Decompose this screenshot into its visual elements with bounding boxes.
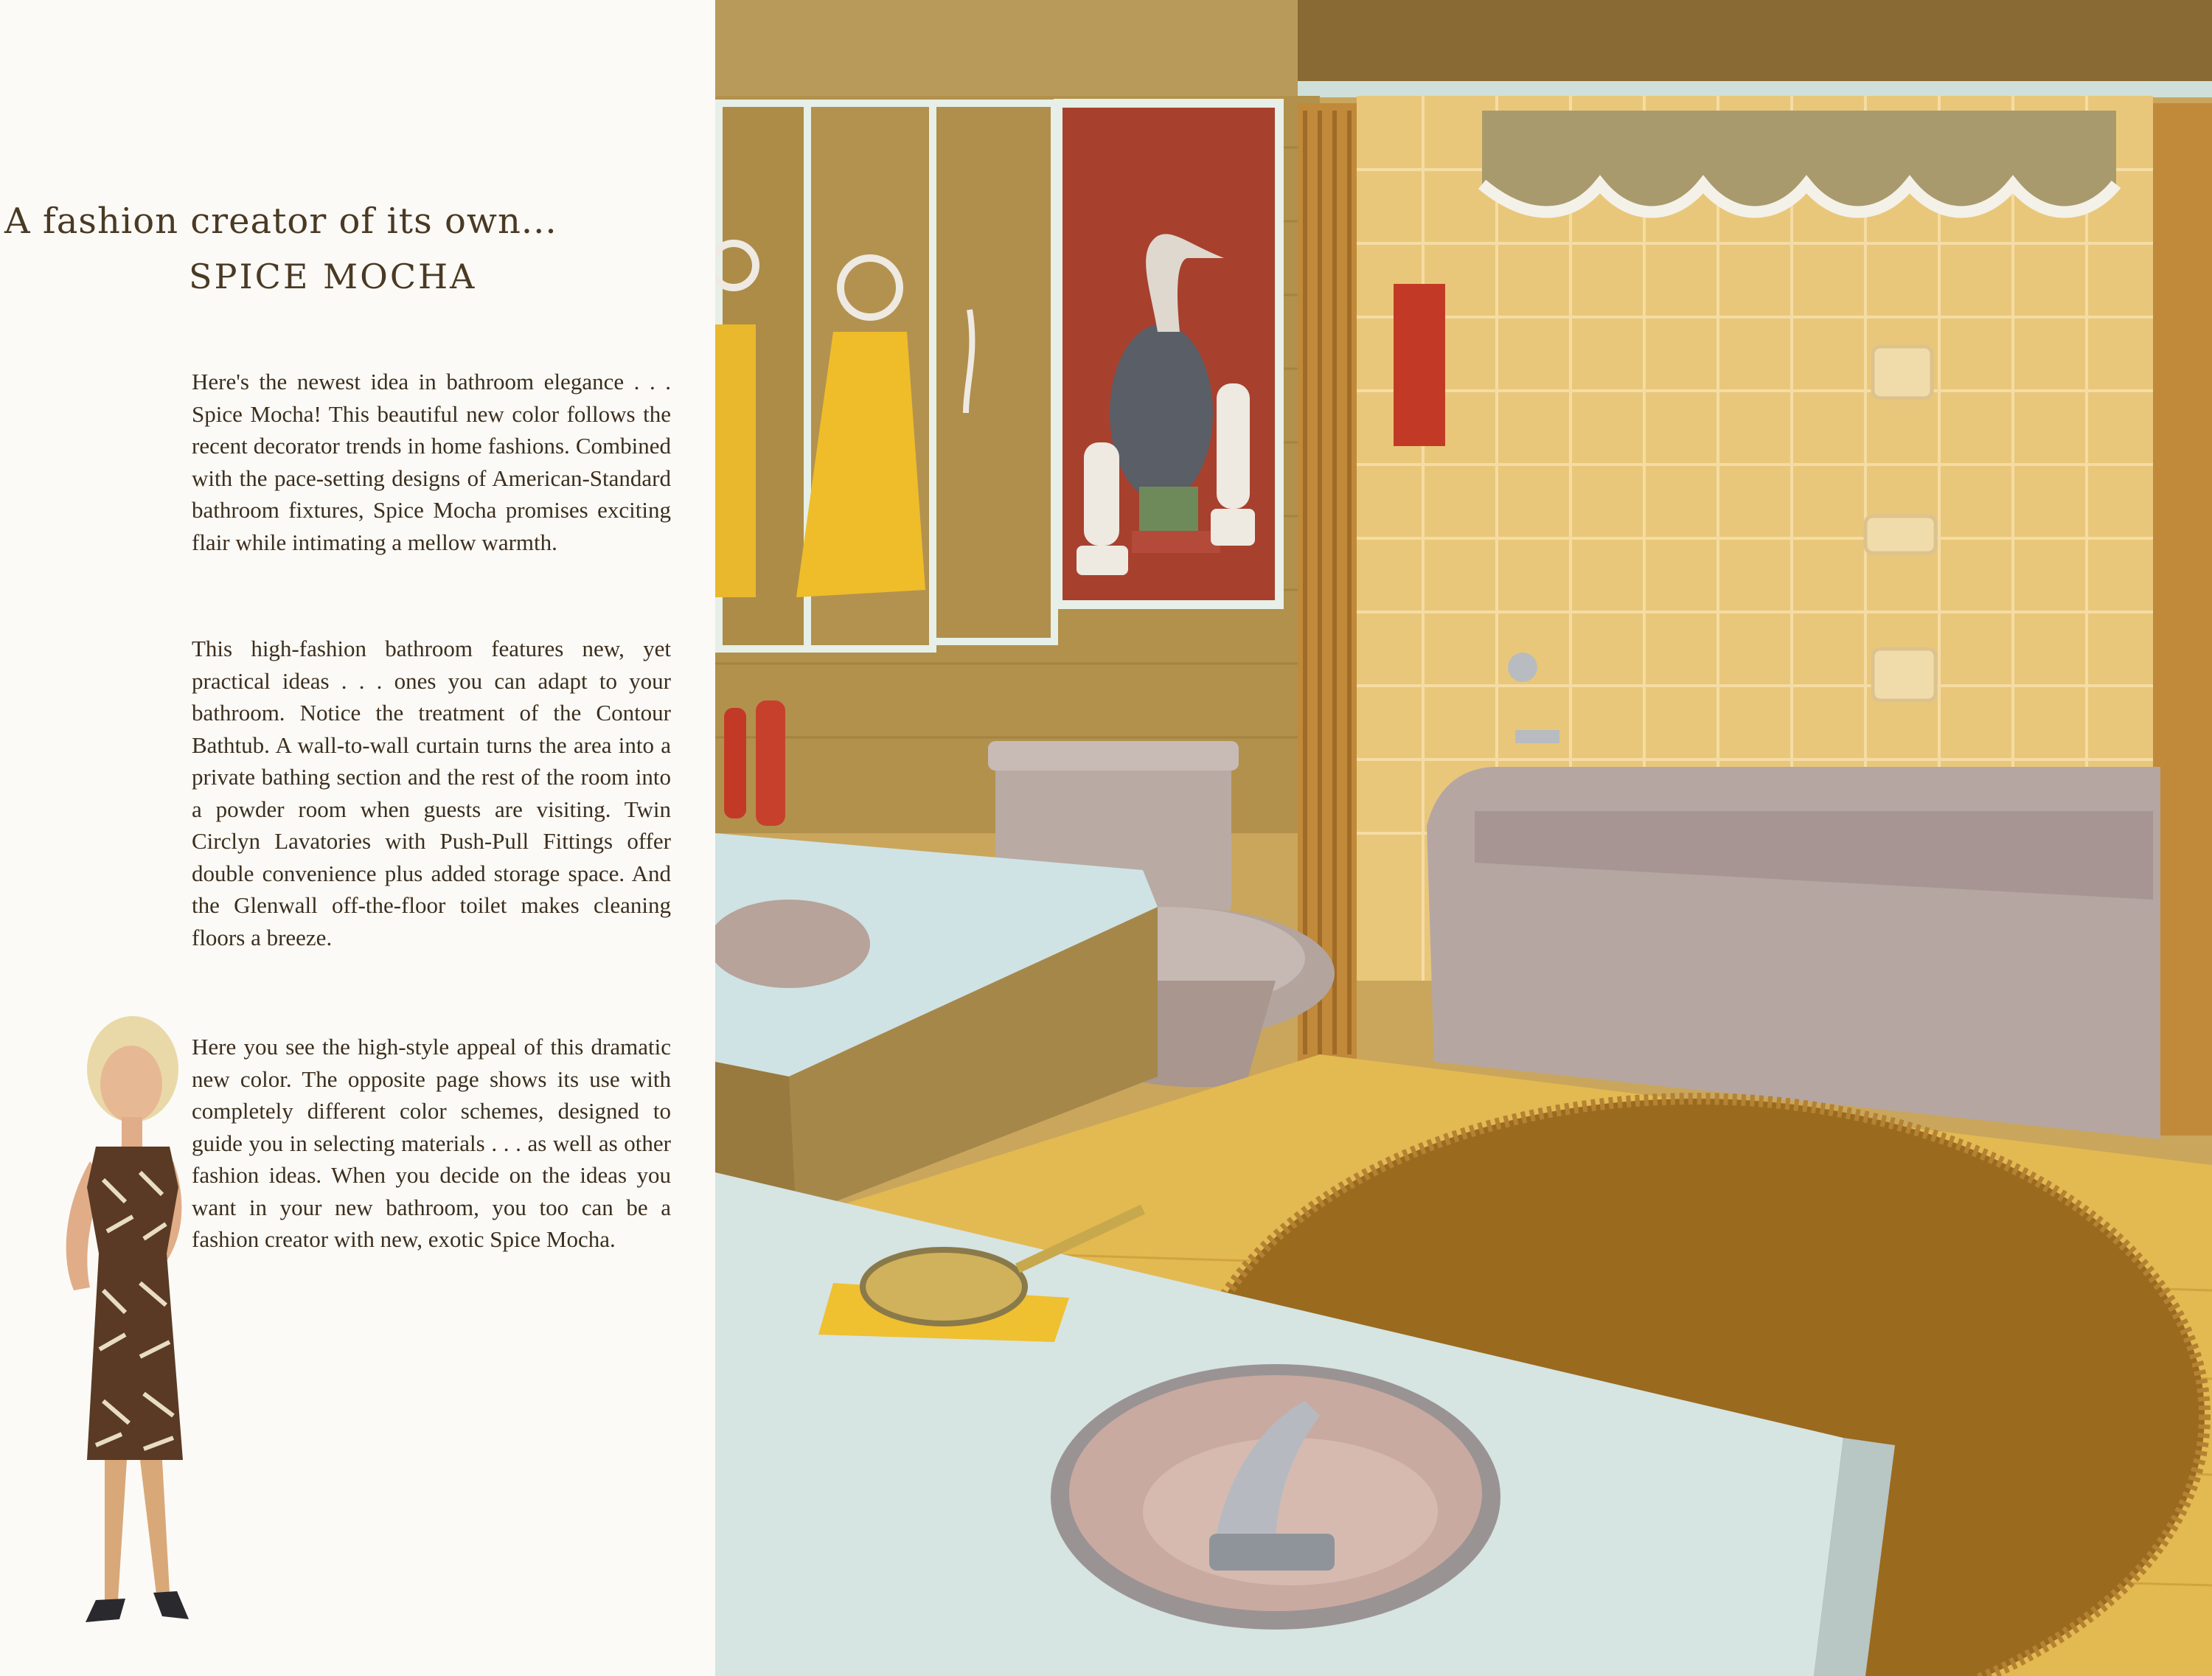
bathroom-photo <box>715 0 2212 1676</box>
headline: A fashion creator of its own... <box>4 201 557 242</box>
left-sink <box>715 900 870 988</box>
woman-figure-illustration <box>22 1010 243 1644</box>
thatch-valance <box>1298 0 2212 92</box>
red-towel <box>1394 284 1445 446</box>
curtain-right <box>2153 103 2212 1136</box>
bathroom-scene <box>715 0 2212 1676</box>
yellow-towel-left <box>715 324 756 597</box>
subhead: SPICE MOCHA <box>189 257 477 296</box>
hand-mirror <box>863 1250 1025 1324</box>
body-paragraph-2: This high-fashion bathroom features new, yet practical ideas . . . ones you can adapt to your bathroom. Notice the treatment of the Contour Bathtub. A wall-to-wall curtain turns the area into a private bathing section and the rest of the room into a powder room when guests are visiting. Twin Circlyn Lavatories with Push-Pull Fittings offer double convenience plus added storage space. And the Glenwall off-the-floor toilet makes cleaning floors a breeze. <box>192 636 671 950</box>
body-paragraph-3: Here you see the high-style appeal of this dramatic new color. The opposite page shows its use with completely different color schemes, designed to guide you in selecting materials . . . as well as other fashion ideas. When you decide on the ideas you want in your new bathroom, you too can be a fashion creator with new, exotic Spice Mocha. <box>192 1034 671 1252</box>
text-column <box>0 0 715 1676</box>
body-paragraph-1: Here's the newest idea in bathroom elegance . . . Spice Mocha! This beautiful new color follows the recent decorator trends in home fashions. Combined with the pace-setting designs of American-Standard bathroom fixtures, Spice Mocha promises exciting flair while intimating a mellow warmth. <box>192 369 671 555</box>
grasscloth-wall-top <box>715 0 1320 96</box>
